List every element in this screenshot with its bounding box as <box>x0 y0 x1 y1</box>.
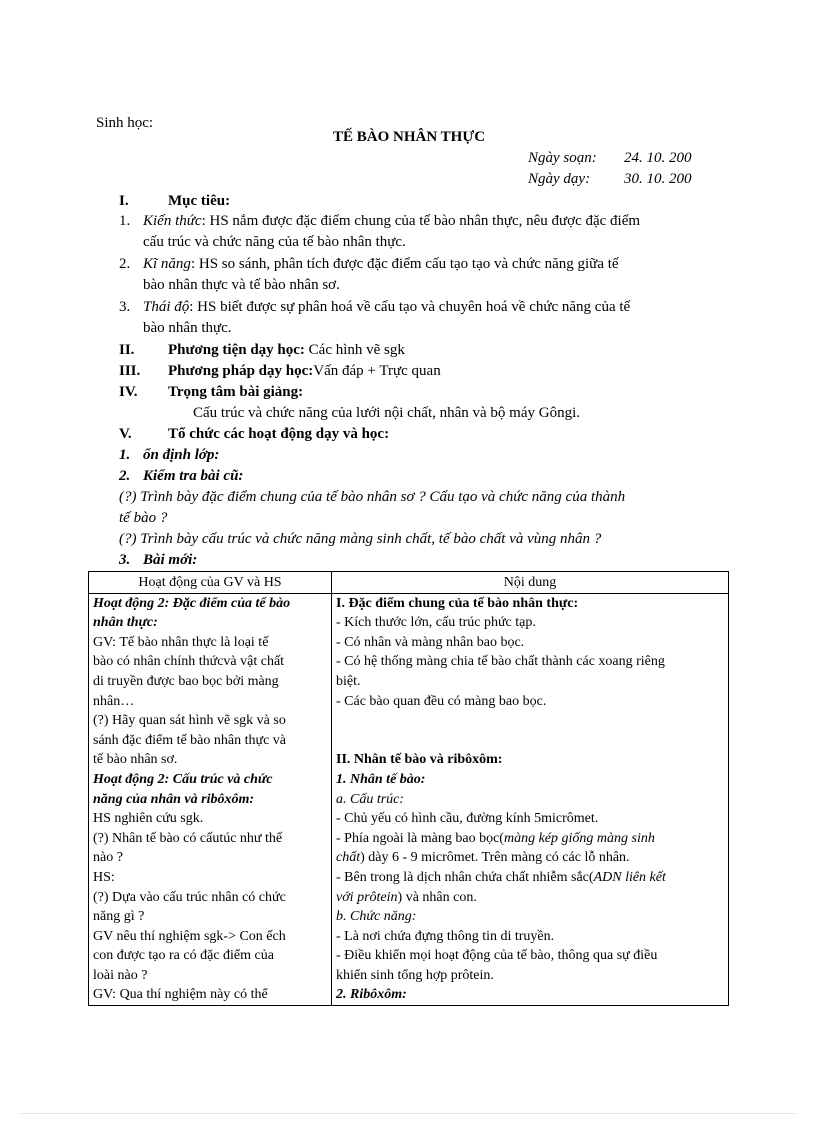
left-line: Hoạt động 2: Cấu trúc và chức <box>93 771 273 787</box>
review-question-1-cont: tế bào ? <box>119 510 168 526</box>
content-line: - Là nơi chứa đựng thông tin di truyền. <box>336 928 555 944</box>
table-header-row <box>89 572 729 594</box>
objective-2-text-cont: bào nhân thực và tế bào nhân sơ. <box>143 277 340 293</box>
step2-label: Kiểm tra bài cũ: <box>143 468 244 484</box>
step1-label: ổn định lớp: <box>143 447 220 463</box>
left-line: con được tạo ra có đặc điểm của <box>93 948 274 964</box>
content-line: - Có hệ thống màng chia tế bào chất thành các xoang riêng <box>336 654 665 670</box>
left-line: tế bào nhân sơ. <box>93 752 178 768</box>
objective-2-number: 2. <box>119 256 131 272</box>
left-line: loài nào ? <box>93 967 148 983</box>
content-text-italic: ADN liên kết <box>593 869 666 885</box>
left-line: (?) Nhân tế bào có cấutúc như thế <box>93 830 283 846</box>
section2-text: Các hình vẽ sgk <box>308 342 405 358</box>
content-line: - Chủ yếu có hình cầu, đường kính 5micrômet. <box>336 811 599 827</box>
left-line: nhân thực: <box>93 615 158 631</box>
left-line: GV: Tế bào nhân thực là loại tế <box>93 634 269 650</box>
section2-number: II. <box>119 342 135 358</box>
objective-1-text-cont: cấu trúc và chức năng của tế bào nhân thực. <box>143 234 406 250</box>
left-line: di truyền được bao bọc bởi màng <box>93 673 279 689</box>
section4-number: IV. <box>119 384 138 400</box>
content-cell <box>332 593 729 1005</box>
content-subheading: b. Chức năng: <box>336 909 417 925</box>
teach-date-value: 30. 10. 200 <box>624 171 692 187</box>
objective-2-label: Kĩ năng <box>143 256 191 272</box>
content-text-italic: với prôtein <box>336 889 398 905</box>
content-line <box>336 829 724 849</box>
objective-3-text-cont: bào nhân thực. <box>143 320 232 336</box>
section3-text: Vấn đáp + Trực quan <box>313 363 441 379</box>
left-line: HS nghiên cứu sgk. <box>93 811 204 827</box>
content-heading: 1. Nhân tế bào: <box>336 771 426 787</box>
table-row <box>89 593 729 1005</box>
content-text: - Bên trong là dịch nhân chứa chất nhiễm sắc( <box>336 869 594 885</box>
content-text-italic: màng kép giống màng sinh <box>503 830 655 846</box>
activities-cell <box>89 593 332 1005</box>
blank-line <box>336 731 724 751</box>
section1-number: I. <box>119 193 129 209</box>
section5-title: Tổ chức các hoạt động dạy và học: <box>168 426 390 442</box>
prep-date-value: 24. 10. 200 <box>624 150 692 166</box>
review-question-1: (?) Trình bày đặc điểm chung của tế bào nhân sơ ? Cấu tạo và chức năng của thành <box>119 489 626 505</box>
left-line: HS: <box>93 869 115 885</box>
content-line: - Có nhân và màng nhân bao bọc. <box>336 634 525 650</box>
blank-line <box>336 711 724 731</box>
left-line: nào ? <box>93 850 123 866</box>
content-line <box>336 848 724 868</box>
content-line: - Điều khiển mọi hoạt động của tế bào, thông qua sự điều <box>336 948 658 964</box>
section4-title: Trọng tâm bài giảng: <box>168 384 304 400</box>
left-line: năng của nhân và ribôxôm: <box>93 791 255 807</box>
objective-2-text: : HS so sánh, phân tích được đặc điểm cấu tạo tạo và chức năng giữa tế <box>190 256 619 272</box>
prep-date-label: Ngày soạn: <box>528 150 597 166</box>
content-text: ) và nhân con. <box>397 889 477 905</box>
content-text: - Phía ngoài là màng bao bọc( <box>336 830 504 846</box>
header-content: Nội dung <box>332 572 729 594</box>
objective-1-text: : HS nắm được đặc điểm chung của tế bào nhân thực, nêu được đặc điểm <box>201 213 641 229</box>
review-question-2: (?) Trình bày cấu trúc và chức năng màng sinh chất, tế bào chất và vùng nhân ? <box>119 531 602 547</box>
content-heading: 2. Ribôxôm: <box>336 987 407 1003</box>
objective-3-number: 3. <box>119 299 131 315</box>
section1-title: Mục tiêu: <box>168 193 231 209</box>
objective-1-label: Kiến thức <box>143 213 202 229</box>
content-text: ) dày 6 - 9 micrômet. Trên màng có các lỗ nhân. <box>360 850 630 866</box>
left-line: năng gì ? <box>93 909 145 925</box>
content-heading: II. Nhân tế bào và ribôxôm: <box>336 752 503 768</box>
content-line: - Các bào quan đều có màng bao bọc. <box>336 693 547 709</box>
teach-date-label: Ngày dạy: <box>528 171 591 187</box>
step1-number: 1. <box>119 447 131 463</box>
content-text-italic: chất <box>336 850 361 866</box>
content-heading: I. Đặc điểm chung của tế bào nhân thực: <box>336 595 579 611</box>
page-bottom-divider <box>20 1113 796 1114</box>
section5-number: V. <box>119 426 132 442</box>
lesson-table <box>88 571 729 1006</box>
objective-3-text: : HS biết được sự phân hoá về cấu tạo và chuyên hoá về chức năng của tế <box>189 299 631 315</box>
left-line: (?) Dựa vào cấu trúc nhân có chức <box>93 889 286 905</box>
left-line: nhân… <box>93 693 135 709</box>
left-line: sánh đặc điểm tế bào nhân thực và <box>93 732 287 748</box>
content-line: biệt. <box>336 673 361 689</box>
left-line: GV: Qua thí nghiệm này có thể <box>93 987 268 1003</box>
content-subheading: a. Cấu trúc: <box>336 791 405 807</box>
content-line <box>336 868 724 888</box>
left-line: bào có nhân chính thứcvà vật chất <box>93 654 285 670</box>
left-line: (?) Hãy quan sát hình vẽ sgk và so <box>93 713 286 729</box>
section4-text: Cấu trúc và chức năng của lưới nội chất, nhân và bộ máy Gôngi. <box>193 405 580 421</box>
left-line: Hoạt động 2: Đặc điểm của tế bào <box>93 595 291 611</box>
section3-title: Phương pháp dạy học: <box>168 363 314 379</box>
step2-number: 2. <box>119 468 131 484</box>
header-activities: Hoạt động của GV và HS <box>89 572 332 594</box>
content-line: khiển sinh tổng hợp prôtein. <box>336 967 494 983</box>
step3-number: 3. <box>119 552 131 568</box>
left-line: GV nêu thí nghiệm sgk-> Con ếch <box>93 928 286 944</box>
objective-3-label: Thái độ <box>143 299 190 315</box>
content-line <box>336 888 724 908</box>
section3-number: III. <box>119 363 141 379</box>
objective-1-number: 1. <box>119 213 131 229</box>
subject-label: Sinh học: <box>96 115 154 131</box>
content-line: - Kích thước lớn, cấu trúc phức tạp. <box>336 615 536 631</box>
page-title: TẾ BÀO NHÂN THỰC <box>333 129 486 145</box>
section2-title: Phương tiện dạy học: <box>168 342 305 358</box>
step3-label: Bài mới: <box>143 552 198 568</box>
